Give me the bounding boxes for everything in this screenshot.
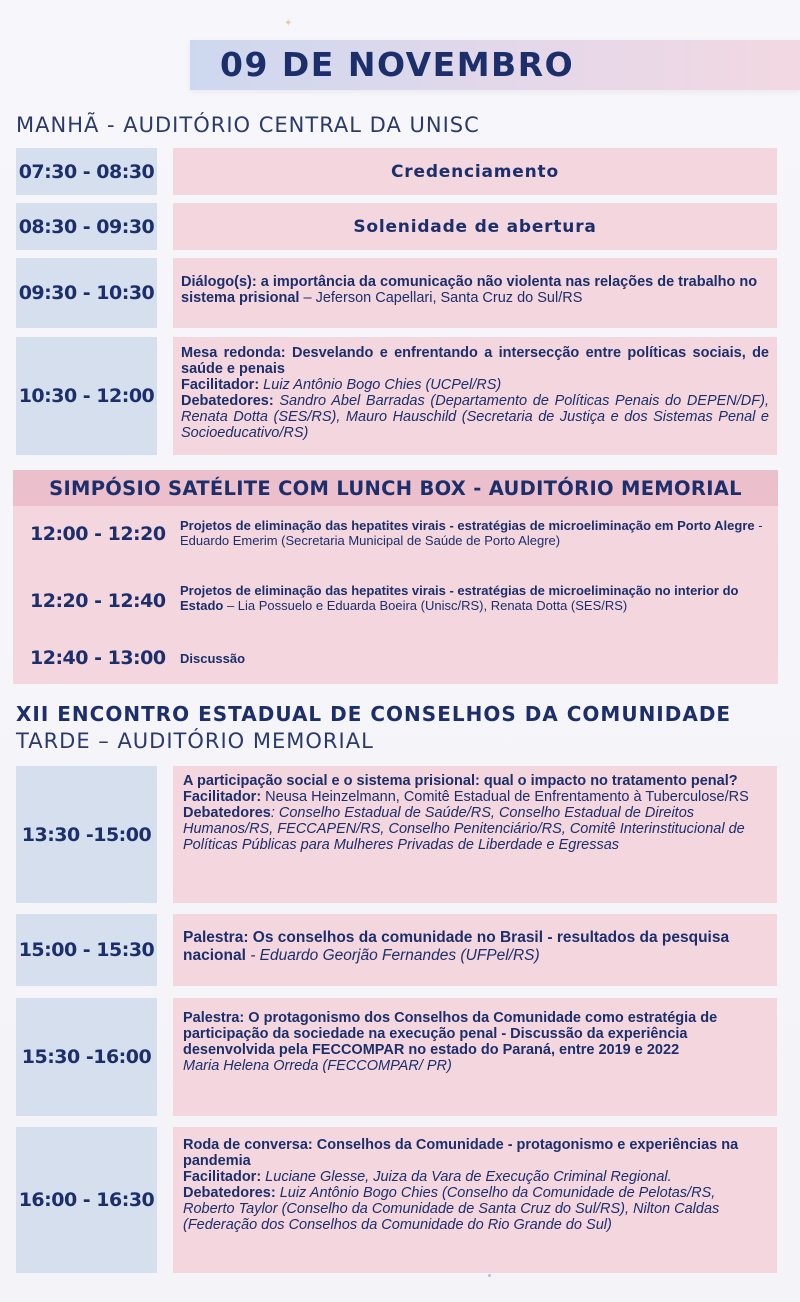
- sparkle-icon: ✦: [284, 18, 293, 29]
- time-slot: 08:30 - 09:30: [16, 203, 157, 250]
- time-slot: 12:20 - 12:40: [30, 590, 166, 612]
- session-card: [173, 258, 777, 328]
- facilitator-label: Facilitador:: [183, 1169, 262, 1185]
- facilitator-label: Facilitador:: [183, 789, 262, 805]
- event-title: XII ENCONTRO ESTADUAL DE CONSELHOS DA COMUNIDADE: [16, 702, 732, 726]
- session-card: [180, 583, 770, 613]
- debaters-names: : Conselho Estadual de Saúde/RS, Conselho Estadual de Direitos Humanos/RS, FECCAPEN/RS, Conselho Penitenciário/RS, Comitê Interinstitucional de Políticas Públicas para Mulheres Privadas de Liberdade e Egressas: [183, 805, 745, 853]
- session-title: Palestra: O protagonismo dos Conselhos da Comunidade como estratégia de participação da sociedade na execução penal - Discussão da experiência desenvolvida pela FECCOMPAR no estado do Paraná, entre 2019 e 2022: [183, 1010, 718, 1058]
- session-speaker: - Eduardo Georjão Fernandes (UFPel/RS): [245, 947, 540, 964]
- session-title: Discussão: [180, 651, 246, 666]
- facilitator-label: Facilitador:: [181, 377, 260, 393]
- time-slot: 07:30 - 08:30: [16, 148, 157, 195]
- time-slot: 15:30 -16:00: [16, 998, 157, 1116]
- facilitator-name: Neusa Heinzelmann, Comitê Estadual de Enfrentamento à Tuberculose/RS: [261, 789, 749, 805]
- session-card: [173, 998, 777, 1116]
- page-title: 09 DE NOVEMBRO: [220, 45, 575, 84]
- facilitator-name: Luiz Antônio Bogo Chies (UCPel/RS): [259, 377, 502, 393]
- afternoon-section-label: TARDE – AUDITÓRIO MEMORIAL: [16, 729, 374, 753]
- time-slot: 12:00 - 12:20: [30, 523, 166, 545]
- session-card: [173, 766, 777, 903]
- debaters-label: Debatedores:: [181, 393, 274, 409]
- time-slot: 09:30 - 10:30: [16, 258, 157, 328]
- morning-section-label: MANHÃ - AUDITÓRIO CENTRAL DA UNISC: [16, 113, 480, 137]
- debaters-names: Luiz Antônio Bogo Chies (Conselho da Comunidade de Pelotas/RS, Roberto Taylor (Conselho da Comunidade de Santa Cruz do Sul/RS), Nilton Caldas (Federação dos Conselhos da Comunidade do Rio Grande do Sul): [183, 1185, 720, 1233]
- decorative-dot: [488, 1274, 491, 1277]
- time-slot: 13:30 -15:00: [16, 766, 157, 903]
- session-title: Solenidade de abertura: [173, 203, 777, 250]
- session-speaker: – Jeferson Capellari, Santa Cruz do Sul/RS: [299, 290, 583, 306]
- facilitator-name: Luciane Glesse, Juiza da Vara de Execução Criminal Regional.: [261, 1169, 672, 1185]
- session-speaker: Maria Helena Orreda (FECCOMPAR/ PR): [183, 1058, 452, 1074]
- session-title: Credenciamento: [173, 148, 777, 195]
- session-card: [173, 337, 777, 455]
- time-slot: 15:00 - 15:30: [16, 914, 157, 986]
- session-speaker: – Lia Possuelo e Eduarda Boeira (Unisc/RS), Renata Dotta (SES/RS): [223, 598, 628, 613]
- debaters-names: Sandro Abel Barradas (Departamento de Políticas Penais do DEPEN/DF), Renata Dotta (SES/RS), Mauro Hauschild (Secretaria de Justiça e dos Sistemas Penal e Socioeducativo/RS): [181, 393, 769, 441]
- session-title: Palestra: Os conselhos da comunidade no Brasil - resultados da pesquisa nacional: [183, 929, 730, 964]
- debaters-label: Debatedores:: [183, 1185, 276, 1201]
- session-title: A participação social e o sistema prisional: qual o impacto no tratamento penal?: [183, 773, 738, 789]
- symposium-title: SIMPÓSIO SATÉLITE COM LUNCH BOX - AUDITÓRIO MEMORIAL: [13, 470, 778, 506]
- session-title: Projetos de eliminação das hepatites virais - estratégias de microeliminação em Porto Alegre: [180, 518, 755, 533]
- session-speaker: - Eduardo Emerim (Secretaria Municipal de Saúde de Porto Alegre): [180, 518, 763, 548]
- session-title: Mesa redonda: Desvelando e enfrentando a intersecção entre políticas sociais, de saúde e penais: [181, 345, 769, 377]
- session-card: [173, 1127, 777, 1273]
- session-card: [173, 914, 777, 986]
- debaters-label: Debatedores: [183, 805, 271, 821]
- session-title: Projetos de eliminação das hepatites virais - estratégias de microeliminação no interior do Estado: [180, 583, 739, 613]
- session-card: [180, 518, 770, 548]
- time-slot: 16:00 - 16:30: [16, 1127, 157, 1273]
- session-title: Roda de conversa: Conselhos da Comunidade - protagonismo e experiências na pandemia: [183, 1137, 739, 1169]
- time-slot: 10:30 - 12:00: [16, 337, 157, 455]
- time-slot: 12:40 - 13:00: [30, 647, 166, 669]
- session-card: [180, 651, 770, 666]
- session-title: Diálogo(s): a importância da comunicação não violenta nas relações de trabalho no sistema prisional: [181, 274, 758, 306]
